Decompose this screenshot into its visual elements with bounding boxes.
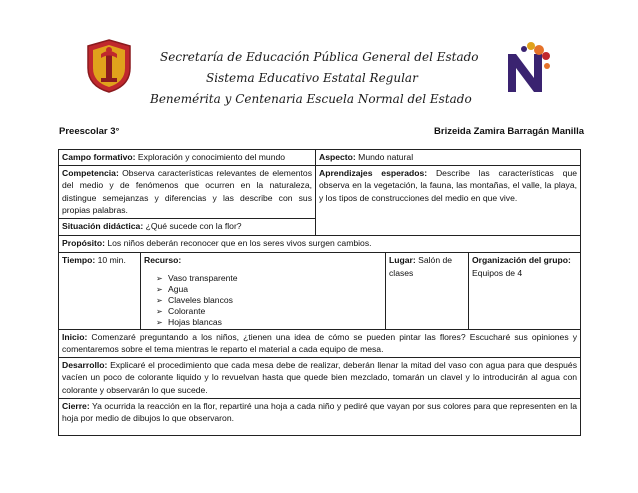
aspecto-label: Aspecto: — [319, 152, 356, 162]
organizacion-value: Equipos de 4 — [472, 267, 523, 278]
organizacion-label: Organización del grupo: — [472, 254, 571, 265]
situacion-label: Situación didáctica: — [62, 220, 144, 231]
situacion-cell — [59, 218, 316, 235]
cierre-label: Cierre: — [62, 400, 90, 411]
lugar-label: Lugar: — [389, 254, 416, 265]
normal-school-logo-icon — [502, 40, 552, 94]
list-item: ➢ Claveles blancos — [158, 295, 382, 306]
list-item: ➢ Vaso transparente — [158, 273, 382, 284]
lugar-cell — [386, 252, 469, 329]
lugar-value: Salón de clases — [389, 254, 453, 278]
proposito-label: Propósito: — [62, 237, 105, 248]
aspecto-value: Mundo natural — [355, 152, 414, 162]
header-line-2: Sistema Educativo Estatal Regular — [206, 71, 418, 85]
competencia-cell — [59, 165, 316, 218]
situacion-value: ¿Qué sucede con la flor? — [143, 220, 242, 231]
aprendizajes-cell — [316, 165, 581, 235]
table-row — [59, 235, 581, 252]
proposito-value: Los niños deberán reconocer que en los seres vivos surgen cambios. — [104, 237, 372, 248]
inicio-value: Comenzaré preguntando a los niños, ¿tienen una idea de cómo se pueden pintar las flores? Escucharé sus opiniones y comentaremos sobre el tema mientras le reparto el material a cada equipo de mesa. — [62, 331, 577, 355]
recursos-list — [144, 273, 382, 328]
desarrollo-cell — [59, 357, 581, 398]
tiempo-label: Tiempo: — [62, 254, 96, 265]
aprendizajes-label: Aprendizajes esperados: — [319, 167, 428, 178]
list-item: ➢ Hojas blancas — [158, 317, 382, 328]
table-row — [59, 398, 581, 435]
table-row — [59, 329, 581, 357]
group-label: Preescolar 3° — [59, 126, 120, 137]
table-row — [59, 252, 581, 329]
competencia-value: Observa características relevantes de elementos del medio y de fenómenos que ocurren en la naturaleza, distingue semejanzas y diferencias y las describe con sus propias palabras. — [62, 167, 312, 216]
proposito-cell — [59, 235, 581, 252]
desarrollo-value: Explicaré el procedimiento que cada mesa debe de realizar, deberán llenar la mitad del vaso con agua para que después vacíen un poco de colorante liquido y lo revuelvan hasta que quede bien mezclado, tomarán un clavel y lo introducirán al agua con colorante y observarán lo que sucede. — [62, 359, 577, 395]
header-line-3: Benemérita y Centenaria Escuela Normal del Estado — [150, 92, 472, 106]
campo-formativo-cell — [59, 150, 316, 166]
school-seal-icon — [84, 38, 134, 94]
campo-value: Exploración y conocimiento del mundo — [135, 152, 286, 162]
campo-label: Campo formativo: — [62, 152, 136, 162]
aspecto-cell — [316, 150, 581, 166]
list-item: ➢ Agua — [158, 284, 382, 295]
tiempo-value: 10 min. — [95, 254, 126, 265]
desarrollo-label: Desarrollo: — [62, 359, 108, 370]
lesson-plan-table — [58, 149, 581, 436]
table-row — [59, 357, 581, 398]
organizacion-cell — [469, 252, 581, 329]
cierre-value: Ya ocurrida la reacción en la flor, repartiré una hoja a cada niño y pediré que vayan por sus colores para que representen en la hoja por medio de dibujos lo que observaron. — [62, 400, 577, 424]
header-line-1: Secretaría de Educación Pública General del Estado — [160, 50, 479, 64]
inicio-label: Inicio: — [62, 331, 88, 342]
tiempo-cell — [59, 252, 141, 329]
table-row — [59, 165, 581, 218]
aprendizajes-value: Describe las características que observa en la vegetación, la fauna, las montañas, el valle, la playa, y los tipos de construcciones del medio en que vive. — [319, 167, 578, 203]
competencia-label: Competencia: — [62, 167, 119, 178]
cierre-cell — [59, 398, 581, 435]
inicio-cell — [59, 329, 581, 357]
table-row — [59, 150, 581, 166]
author-name: Brizeida Zamira Barragán Manilla — [434, 126, 584, 137]
list-item: ➢ Colorante — [158, 306, 382, 317]
recurso-label: Recurso: — [144, 254, 182, 265]
recurso-cell — [141, 252, 386, 329]
